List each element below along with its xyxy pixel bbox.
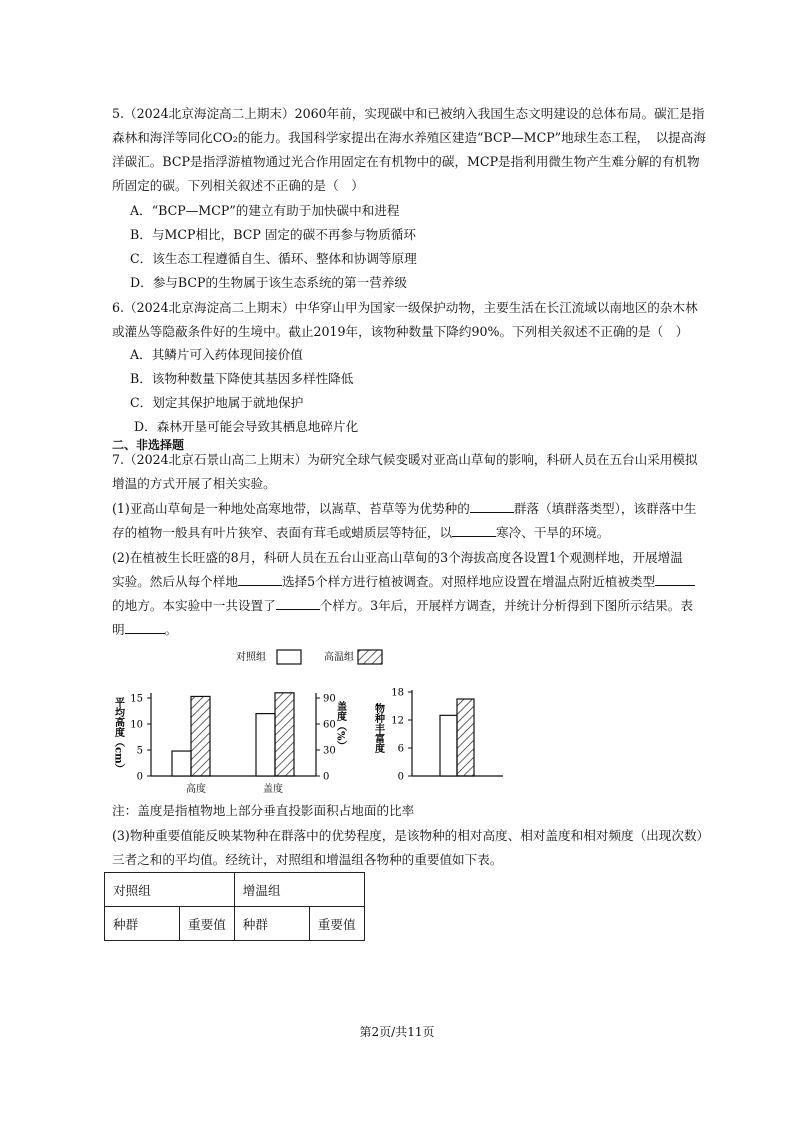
bar-richness-warm (457, 699, 474, 776)
bar-height-warm (191, 696, 210, 776)
answer-blank[interactable] (125, 619, 165, 634)
q7-p1-text-d: 寒冷、干旱的环境。 (496, 525, 610, 540)
q6-option-c[interactable]: C．划定其保护地属于就地保护 (130, 395, 304, 410)
q7-p1-text-a: (1)亚高山草甸是一种地处高寒地带，以嵩草、苔草等为优势种的 (112, 501, 470, 516)
q7-part2-line1: (2)在植被生长旺盛的8月，科研人员在五台山亚高山草甸的3个海拔高度各设置1个观测样地，开展增温 (112, 550, 683, 565)
q6-line-2: 或灌丛等隐蔽条件好的生境中。截止2019年，该物种数量下降约90%。下列相关叙述不正确的是（ ） (112, 324, 689, 339)
legend-swatch-control (277, 650, 301, 664)
table-col-value: 重要值 (309, 907, 364, 941)
q6-option-d[interactable]: D．森林开垦可能会导致其栖息地碎片化 (134, 419, 359, 434)
q7-p2-text-c: 选择5个样方进行植被调查。对照样地应设置在增温点附近植被类型 (281, 574, 656, 589)
y-right-axis-label: 盖度（%） (334, 701, 346, 751)
q5-line-1: 5.（2024北京海淀高二上期末）2060年前，实现碳中和已被纳入我国生态文明建设的总体布局。碳汇是指 (112, 106, 705, 121)
table-col-value: 重要值 (180, 907, 235, 941)
y-right-tick-label: 30 (323, 745, 336, 757)
table-col-species: 种群 (105, 907, 180, 941)
answer-blank[interactable] (452, 522, 496, 537)
y-left-tick-label: 10 (130, 719, 143, 731)
bar-chart-figure (0, 645, 794, 795)
y-right-tick-label: 90 (323, 693, 336, 705)
y-left-tick-label: 0 (136, 771, 143, 783)
q6-option-a[interactable]: A．其鳞片可入药体现间接价值 (130, 347, 303, 362)
richness-tick-label: 12 (391, 715, 404, 727)
q7-part3-line1: (3)物种重要值能反映某物种在群落中的优势程度，是该物种的相对高度、相对盖度和相对频度（出现次数） (112, 828, 710, 843)
y-right-tick-label: 60 (323, 719, 336, 731)
category-label-height: 高度 (186, 784, 206, 795)
q7-p2-text-b: 实验。然后从每个样地 (112, 574, 238, 589)
richness-tick-label: 0 (397, 771, 404, 783)
y-left-axis-label: 平均高度（cm） (112, 697, 124, 774)
richness-tick-label: 18 (391, 687, 404, 699)
y-left-tick-label: 5 (136, 745, 143, 757)
answer-blank[interactable] (276, 595, 320, 610)
y-right-tick-label: 0 (323, 771, 330, 783)
q7-part2-line2 (112, 570, 695, 594)
q7-p2-text-d: 的地方。本实验中一共设置了 (112, 598, 276, 613)
q5-line-4: 所固定的碳。下列相关叙述不正确的是（ ） (112, 178, 364, 193)
bar-coverage-control (256, 714, 275, 776)
richness-tick-label: 6 (397, 743, 404, 755)
legend-label-control: 对照组 (236, 652, 266, 663)
y-axis-label-richness: 物种丰富度 (372, 703, 384, 753)
q7-part2-line4 (112, 618, 177, 642)
importance-table (104, 872, 365, 941)
q7-p2-text-e: 个样方。3年后，开展样方调查，并统计分析得到下图所示结果。表 (319, 598, 693, 613)
q5-line-3: 洋碳汇。BCP是指浮游植物通过光合作用固定在有机物中的碳，MCP是指利用微生物产生难分解的有机物 (112, 154, 700, 169)
q7-p1-text-b: 群落（填群落类型），该群落中生 (513, 501, 697, 516)
q5-option-d[interactable]: D．参与BCP的生物属于该生态系统的第一营养级 (130, 275, 407, 290)
section-title: 二、非选择题 (112, 438, 185, 452)
answer-blank[interactable] (238, 571, 282, 586)
q6-line-1: 6.（2024北京海淀高二上期末）中华穿山甲为国家一级保护动物，主要生活在长江流域以南地区的杂木林 (112, 300, 698, 315)
q7-intro-1: 7.（2024北京石景山高二上期末）为研究全球气候变暖对亚高山草甸的影响，科研人员在五台山采用模拟 (112, 452, 698, 467)
q7-part1-line1 (112, 497, 696, 521)
q5-line-2: 森林和海洋等同化CO₂的能力。我国科学家提出在海水养殖区建造“BCP—MCP”地球生态工程， 以提高海 (112, 130, 706, 145)
q7-part1-line2 (112, 521, 609, 545)
bar-richness-control (440, 715, 457, 776)
q7-p2-text-g: 。 (164, 622, 178, 637)
bar-coverage-warm (275, 693, 294, 776)
q5-option-c[interactable]: C．该生态工程遵循自生、循环、整体和协调等原理 (130, 251, 417, 266)
q7-p2-text-f: 明 (112, 622, 125, 637)
q5-option-b[interactable]: B．与MCP相比，BCP 固定的碳不再参与物质循环 (130, 227, 416, 242)
bar-height-control (172, 751, 191, 776)
q7-intro-2: 增温的方式开展了相关实验。 (112, 476, 276, 491)
q7-part3-line2: 三者之和的平均值。经统计，对照组和增温组各物种的重要值如下表。 (112, 852, 503, 867)
q6-option-b[interactable]: B．该物种数量下降使其基因多样性降低 (130, 371, 354, 386)
legend-label-warm: 高温组 (324, 652, 354, 663)
figure-note: 注：盖度是指植物地上部分垂直投影面积占地面的比率 (112, 803, 415, 818)
legend-swatch-warm (358, 650, 382, 664)
page-footer: 第2页/共11页 (359, 1025, 435, 1039)
table-header-control: 对照组 (105, 873, 235, 907)
answer-blank[interactable] (655, 571, 695, 586)
y-left-tick-label: 15 (130, 693, 143, 705)
q7-p1-text-c: 存的植物一般具有叶片狭窄、表面有茸毛或蜡质层等特征，以 (112, 525, 453, 540)
q5-option-a[interactable]: A．“BCP—MCP”的建立有助于加快碳中和进程 (130, 203, 400, 218)
table-col-species: 种群 (234, 907, 309, 941)
q7-part2-line3 (112, 594, 693, 618)
answer-blank[interactable] (470, 498, 514, 513)
category-label-coverage: 盖度 (263, 784, 283, 795)
table-header-warm: 增温组 (234, 873, 364, 907)
